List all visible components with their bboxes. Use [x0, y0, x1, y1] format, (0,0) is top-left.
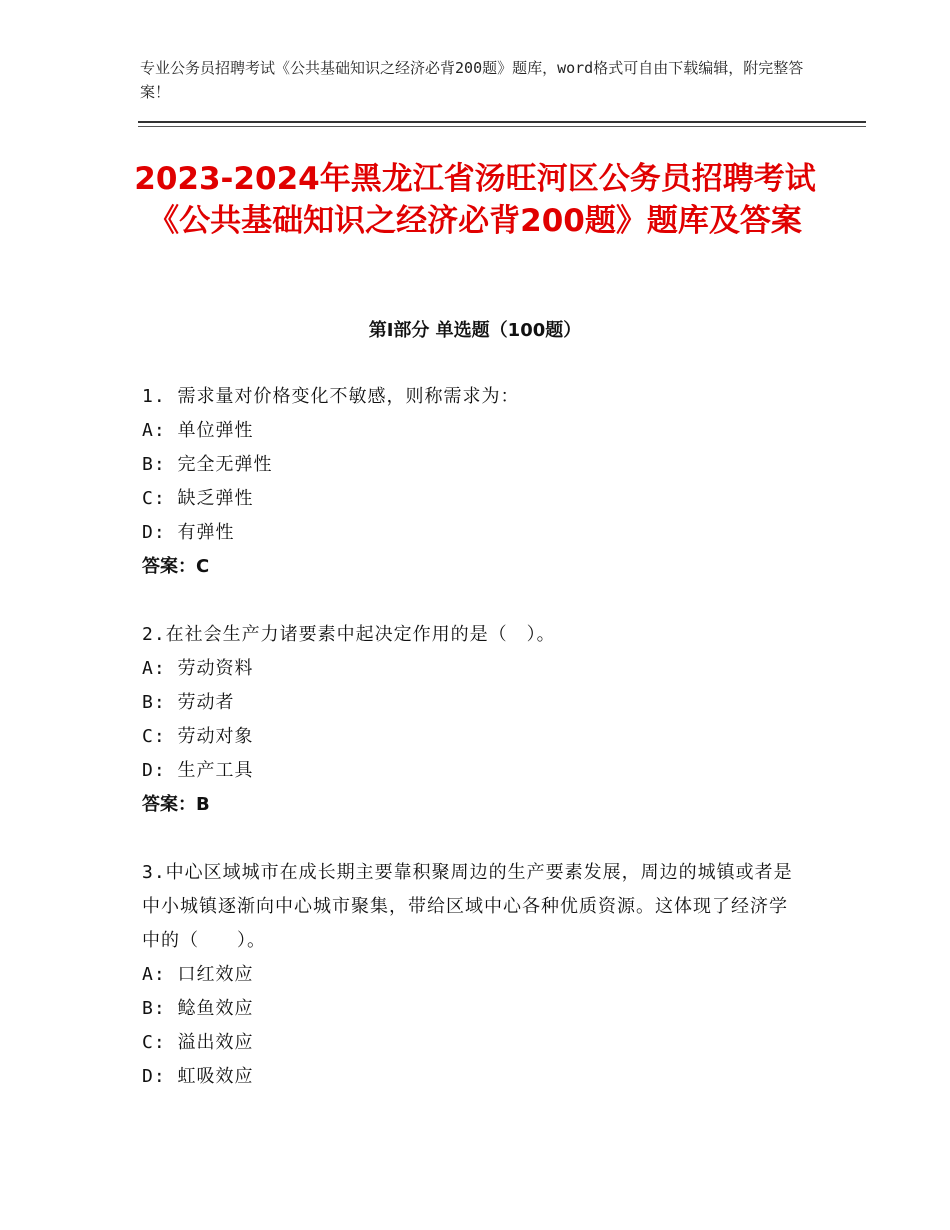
section-heading: 第Ⅰ部分 单选题（100题） — [368, 320, 582, 341]
option-d: D: 虹吸效应 — [142, 1066, 254, 1087]
option-b: B: 鲶鱼效应 — [142, 998, 254, 1019]
option-b: B: 劳动者 — [142, 692, 235, 713]
option-d: D: 有弹性 — [142, 522, 235, 543]
question-stem: 2.在社会生产力诸要素中起决定作用的是（ ）。 — [142, 624, 556, 645]
header-divider — [138, 121, 866, 123]
option-a: A: 单位弹性 — [142, 420, 254, 441]
option-b: B: 完全无弹性 — [142, 454, 273, 475]
header-note: 专业公务员招聘考试《公共基础知识之经济必背200题》题库，word格式可自由下载编辑，附完整答案！ — [140, 59, 804, 101]
option-c: C: 劳动对象 — [142, 726, 254, 747]
document-title: 2023-2024年黑龙江省汤旺河区公务员招聘考试《公共基础知识之经济必背200题》题库及答案 — [134, 161, 816, 239]
option-d: D: 生产工具 — [142, 760, 254, 781]
question-2 — [142, 618, 802, 822]
answer: 答案：C — [142, 556, 210, 577]
question-3 — [142, 856, 802, 1094]
answer: 答案：B — [142, 794, 210, 815]
option-c: C: 溢出效应 — [142, 1032, 254, 1053]
option-c: C: 缺乏弹性 — [142, 488, 254, 509]
question-stem: 1. 需求量对价格变化不敏感，则称需求为： — [142, 386, 520, 407]
option-a: A: 口红效应 — [142, 964, 254, 985]
header-divider-thin — [138, 126, 866, 127]
question-1 — [142, 380, 802, 584]
option-a: A: 劳动资料 — [142, 658, 254, 679]
question-stem: 3.中心区域城市在成长期主要靠积聚周边的生产要素发展，周边的城镇或者是中小城镇逐渐向中心城市聚集，带给区域中心各种优质资源。这体现了经济学中的（ ）。 — [142, 862, 793, 951]
